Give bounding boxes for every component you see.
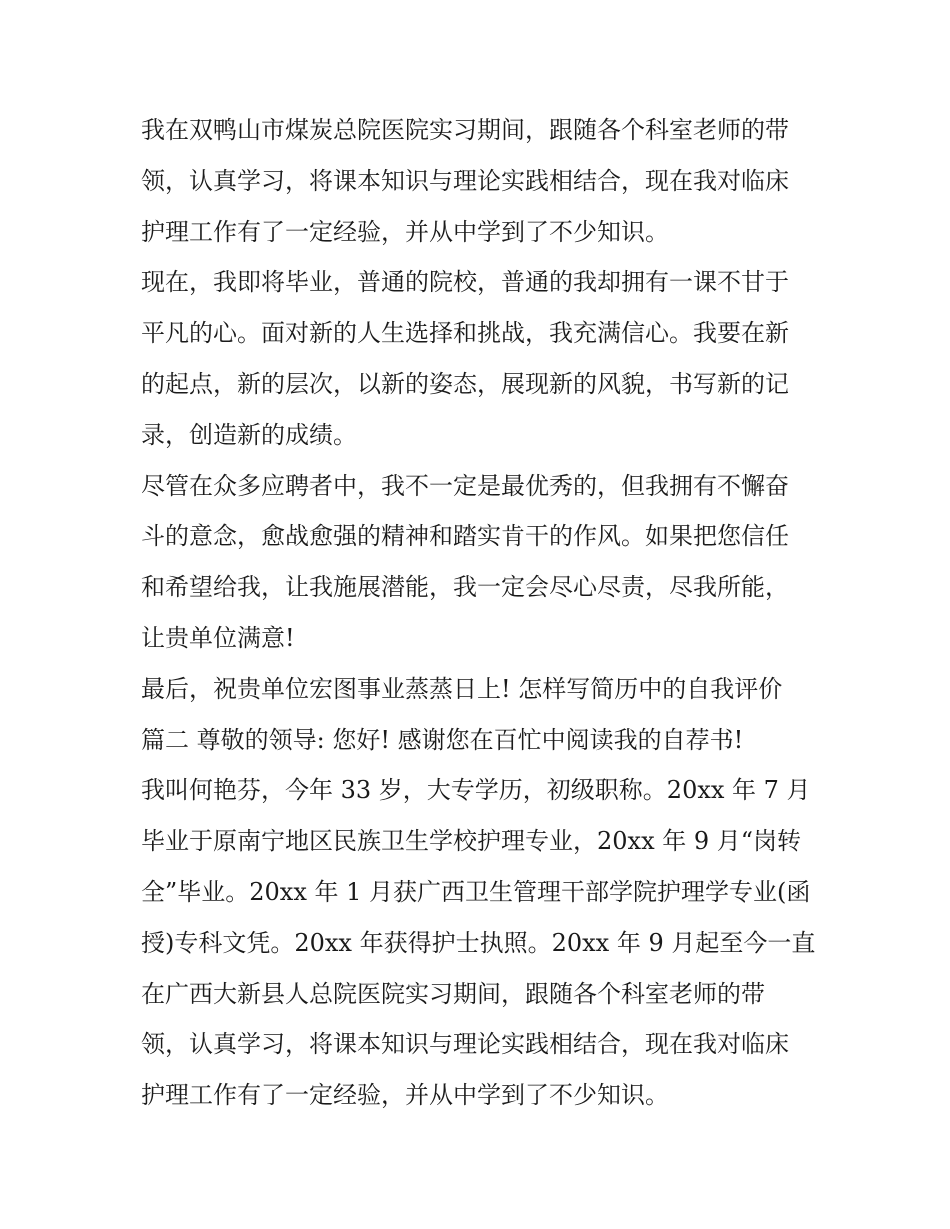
- text-line: 录，创造新的成绩。: [141, 420, 357, 449]
- text-line: 护理工作有了一定经验，并从中学到了不少知识。: [141, 217, 669, 246]
- text-line: 领，认真学习，将课本知识与理论实践相结合，现在我对临床: [141, 1030, 789, 1059]
- document-body: [141, 105, 821, 1121]
- text-line: 我在双鸭山市煤炭总院医院实习期间，跟随各个科室老师的带: [141, 116, 789, 144]
- text-line: 让贵单位满意!: [141, 623, 295, 652]
- text-line: 现在，我即将毕业，普通的院校，普通的我却拥有一课不甘于: [141, 268, 789, 297]
- text-line: 篇二 尊敬的领导: 您好! 感谢您在百忙中阅读我的自荐书!: [141, 725, 744, 754]
- text-line: 斗的意念，愈战愈强的精神和踏实肯干的作风。如果把您信任: [141, 522, 789, 551]
- text-line: 全”毕业。20xx 年 1 月获广西卫生管理干部学院护理学专业(函: [141, 877, 811, 906]
- text-line: 在广西大新县人总院医院实习期间，跟随各个科室老师的带: [141, 979, 765, 1008]
- text-line: 我叫何艳芬，今年 33 岁，大专学历，初级职称。20xx 年 7 月: [141, 776, 811, 805]
- text-line: 最后，祝贵单位宏图事业蒸蒸日上! 怎样写简历中的自我评价: [141, 674, 783, 703]
- text-line: 授)专科文凭。20xx 年获得护士执照。20xx 年 9 月起至今一直: [141, 928, 816, 957]
- text-line: 的起点，新的层次，以新的姿态，展现新的风貌，书写新的记: [141, 369, 789, 398]
- text-line: 平凡的心。面对新的人生选择和挑战，我充满信心。我要在新: [141, 319, 789, 348]
- text-line: 领，认真学习，将课本知识与理论实践相结合，现在我对临床: [141, 166, 789, 195]
- text-line: 尽管在众多应聘者中，我不一定是最优秀的，但我拥有不懈奋: [141, 471, 789, 500]
- text-line: 和希望给我，让我施展潜能，我一定会尽心尽责，尽我所能，: [141, 573, 789, 602]
- text-line: 护理工作有了一定经验，并从中学到了不少知识。: [141, 1081, 669, 1110]
- text-line: 毕业于原南宁地区民族卫生学校护理专业，20xx 年 9 月“岗转: [141, 827, 802, 856]
